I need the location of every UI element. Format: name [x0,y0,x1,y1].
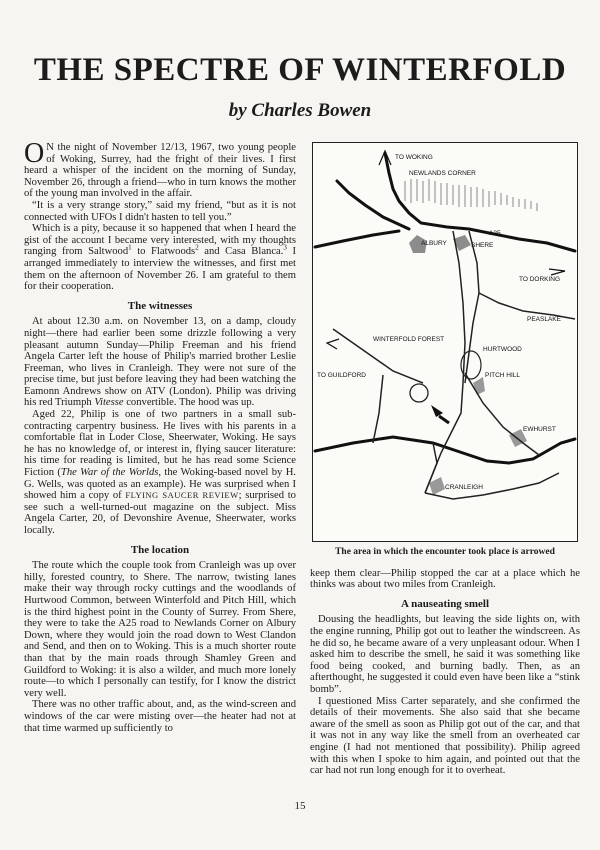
label-winterfold-forest: WINTERFOLD FOREST [373,336,445,343]
paragraph-text: Which is a pity, because it so happened that when I heard the gist of the account I became very interested, with my thoughts ranging from Saltwood [24,223,296,258]
paragraph-text: N the night of November 12/13, 1967, two young people of Woking, Surrey, had the fright of their lives. I first heard a whisper of the incident on the morning of Sunday, November 26, through a friend—who in turn knows the mother of the young man involved in the affair. [24,142,296,200]
village-shading [473,377,485,395]
paragraph-text: ; surprised to see such a well-turned-out magazine on the subject. Miss Angela Carter, 20, of Devonshire Avenue, Sheerwater, works locally. [24,490,296,536]
paragraph-text: , the Woking-based novel by H. G. Wells, was quoted as an example). He was surprised when I showed him a copy of [24,467,296,502]
label-peaslake: PEASLAKE [527,316,561,323]
right-column [310,142,580,777]
article-title: THE SPECTRE OF WINTERFOLD [33,52,567,88]
drop-cap: O [24,138,45,169]
encounter-arrow-icon [439,416,449,423]
label-a25: A25 [489,230,501,237]
footnote-ref: 1 [128,243,132,252]
article-byline: by Charles Bowen [228,100,372,121]
label-shere: SHERE [471,242,494,249]
paragraph-text: convertible. The hood was up. [123,397,255,409]
paragraph: The route which the couple took from Cranleigh was up over hilly, forested country, to Shere. The narrow, twisting lanes make their way through rocky cuttings and the woodlands of Hurtwood Common, between Winterfold and Pitch Hill, which is the third highest point in the County of Surrey. From Shere, they were to take the A25 road to Newlands Corner on Albury Down, where they would join the road down to West Clandon and Send, and then on to Woking. This is a much shorter route than that by the main roads through Shamley Green and Guildford to Woking: it is also a wilder, and much more lonely route—to which I personally can testify, for I know the district very well. [24,560,296,699]
section-heading-smell: A nauseating smell [400,597,489,610]
paragraph: There was no other traffic about, and, as the wind-screen and windows of the car were misting over—the heater had not at that time warmed up sufficiently to [24,699,296,734]
encounter-circle [410,384,428,402]
area-map [312,142,578,542]
paragraph-text: and Casa Blanca. [198,246,284,258]
paragraph-text: Aged 22, Philip is one of two partners in a small sub-contracting carpentry business. He lives with his parents in a comfortable flat in Loder Close, Sheerwater, Woking. He says he has no knowledge of, or interest in, flying saucer literature: his time for reading is limited, but he has read some Science Fiction ( [24,409,296,479]
label-albury: ALBURY [421,240,447,247]
section-heading-witnesses: The witnesses [127,299,193,312]
village-shading [429,477,445,495]
footnote-ref: 2 [195,243,199,252]
label-ewhurst: EWHURST [523,426,556,433]
woodland-hatching [405,179,537,211]
label-to-guildford: TO GUILDFORD [317,372,366,379]
label-hurtwood: HURTWOOD [483,346,522,353]
small-caps-text: FLYING SAUCER REVIEW [125,490,239,501]
section-heading-location: The location [130,543,190,556]
east-arrow-icon [549,269,565,275]
west-arrow-icon [327,339,339,349]
paragraph: Dousing the headlights, but leaving the side lights on, with the engine running, Philip got out to leather the windscreen. As he did so, he became aware of a very unpleasant odour. When I asked him to describe the smell, he said it was something like food being cooked, and burning badly. Then, as an afterthought, he suggested it could even have been like a “stink bomb”. [310,614,580,695]
label-pitch-hill: PITCH HILL [485,372,521,379]
encounter-arrow-icon [431,405,443,417]
paragraph [24,316,296,409]
paragraph-text: At about 12.30 a.m. on November 13, on a damp, cloudy night—there had earlier been some drizzle following a very pleasant autumn Sunday—Philip Freeman and his friend Angela Carter left the house of Philip's married brother Leslie Freeman, who lives in Cranleigh. They were not sure of the precise time, but just before leaving they had been watching the Eamonn Andrews show on ATV (London). Philip was driving his red Triumph [24,316,296,409]
paragraph: keep them clear—Philip stopped the car at a place which he thinks was about two miles from Cranleigh. [310,567,580,591]
paragraph: I questioned Miss Carter separately, and she confirmed the details of their movements. She also said that she became aware of the smell as soon as Philip got out of the car, and that it was not in any way like the smell from an overheated car engine (I had not mentioned that possibility). Philip agreed with this when I spoke to him again, and pointed out that the car had not run long enough for it to overheat. [310,695,580,777]
main-roads [315,153,575,463]
footnote-ref: 3 [283,243,287,252]
paragraph: “It is a very strange story,” said my friend, “but as it is not connected with UFOs I didn't hasten to tell you.” [24,199,296,223]
italic-text: Vitesse [94,397,124,409]
page-number: 15 [294,800,306,812]
paragraph-intro [24,138,296,200]
secondary-roads [333,231,575,499]
paragraph [24,409,296,537]
label-newlands-corner: NEWLANDS CORNER [409,170,476,177]
label-to-dorking: TO DORKING [519,276,561,283]
paragraph [24,223,296,293]
paragraph-text: I arranged immediately to interview the witnesses, and first met them on the afternoon of November 26. I am grateful to them for their cooperation. [24,246,296,293]
label-to-woking: TO WOKING [395,154,433,161]
paragraph-text: to Flatwoods [131,246,196,258]
italic-text: The War of the Worlds [60,467,159,479]
map-drawing [313,143,577,541]
map-caption: The area in which the encounter took place is arrowed [335,547,555,557]
label-cranleigh: CRANLEIGH [445,484,483,491]
left-column [24,138,296,734]
